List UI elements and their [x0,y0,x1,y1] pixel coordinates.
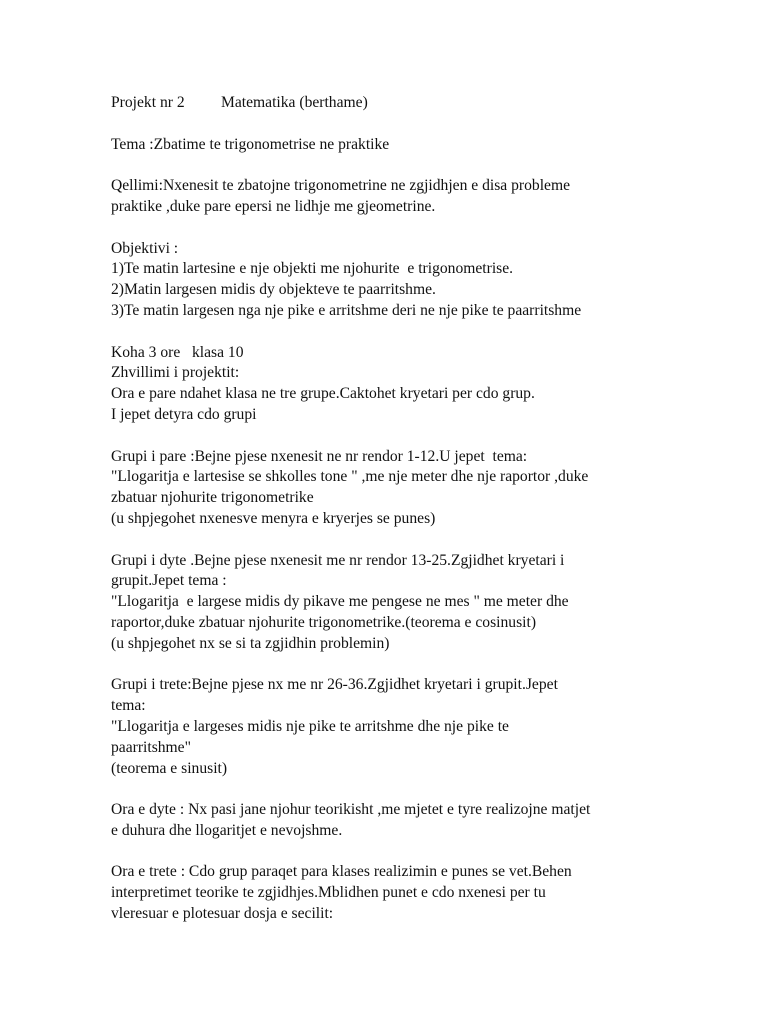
grupi-trete-line: (teorema e sinusit) [111,759,228,777]
objektivi-heading: Objektivi : [111,239,179,257]
project-number: Projekt nr 2 [111,94,185,111]
grupi-trete-paragraph [111,675,711,779]
grupi-dyte-line: grupit.Jepet tema : [111,572,227,590]
koha-line: I jepet detyra cdo grupi [111,405,257,423]
subject-name: Matematika (berthame) [221,94,368,111]
grupi-dyte-line: "Llogaritja e largese midis dy pikave me pengese ne mes " me meter dhe [111,593,569,611]
grupi-pare-paragraph [111,447,711,530]
koha-line: Koha 3 ore klasa 10 [111,343,244,361]
grupi-trete-line: tema: [111,697,146,715]
grupi-trete-line: paarritshme" [111,738,191,756]
koha-line: Ora e pare ndahet klasa ne tre grupe.Caktohet kryetari per cdo grup. [111,385,535,403]
qellimi-line: praktike ,duke pare epersi ne lidhje me gjeometrine. [111,197,436,215]
grupi-pare-line: zbatuar njohurite trigonometrike [111,489,314,507]
document-body [111,93,711,946]
ora-dyte-line: Ora e dyte : Nx pasi jane njohur teorikisht ,me mjetet e tyre realizojne matjet [111,801,591,819]
objektivi-paragraph [111,239,711,322]
title-paragraph [111,93,711,114]
grupi-dyte-line: (u shpjegohet nx se si ta zgjidhin problemin) [111,634,390,652]
grupi-trete-line: Grupi i trete:Bejne pjese nx me nr 26-36.Zgjidhet kryetari i grupit.Jepet [111,676,558,694]
objektivi-item: 1)Te matin lartesine e nje objekti me njohurite e trigonometrise. [111,260,514,278]
objektivi-item: 3)Te matin largesen nga nje pike e arritshme deri ne nje pike te paarritshme [111,301,582,319]
koha-line: Zhvillimi i projektit: [111,364,240,382]
objektivi-item: 2)Matin largesen midis dy objekteve te paarritshme. [111,281,436,299]
qellimi-paragraph [111,176,711,218]
grupi-trete-line: "Llogaritja e largeses midis nje pike te arritshme dhe nje pike te [111,717,509,735]
grupi-pare-line: (u shpjegohet nxenesve menyra e kryerjes se punes) [111,509,436,527]
tema-paragraph [111,135,711,156]
ora-trete-line: Ora e trete : Cdo grup paraqet para klases realizimin e punes se vet.Behen [111,863,572,881]
grupi-pare-line: "Llogaritja e lartesise se shkolles tone " ,me nje meter dhe nje raportor ,duke [111,468,589,486]
title-line [111,93,711,114]
ora-trete-line: interpretimet teorike te zgjidhjes.Mblidhen punet e cdo nxenesi per tu [111,884,546,902]
grupi-dyte-line: raportor,duke zbatuar njohurite trigonometrike.(teorema e cosinusit) [111,613,537,631]
koha-paragraph [111,343,711,426]
ora-dyte-line: e duhura dhe llogaritjet e nevojshme. [111,821,343,839]
grupi-pare-line: Grupi i pare :Bejne pjese nxenesit ne nr rendor 1-12.U jepet tema: [111,447,528,465]
grupi-dyte-paragraph [111,551,711,655]
tema-line: Tema :Zbatime te trigonometrise ne praktike [111,135,390,153]
ora-dyte-paragraph [111,800,711,842]
qellimi-line: Qellimi:Nxenesit te zbatojne trigonometrine ne zgjidhjen e disa probleme [111,177,571,195]
ora-trete-line: vleresuar e plotesuar dosja e secilit: [111,905,334,923]
ora-trete-paragraph [111,862,711,924]
grupi-dyte-line: Grupi i dyte .Bejne pjese nxenesit me nr rendor 13-25.Zgjidhet kryetari i [111,551,565,569]
